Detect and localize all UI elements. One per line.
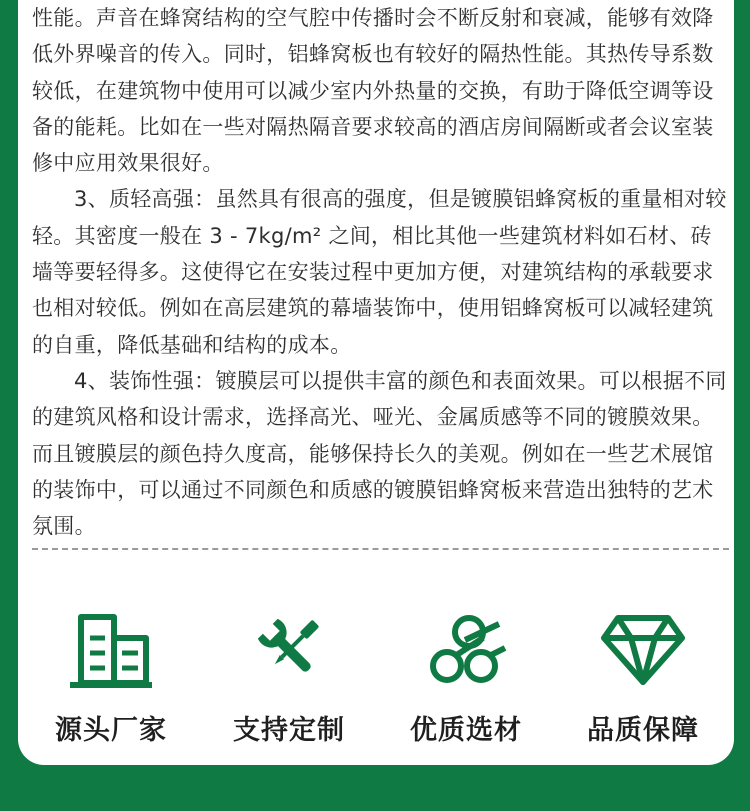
feature-source-factory (23, 608, 199, 758)
paragraph-light-strong: 3、质轻高强：虽然具有很高的强度，但是镀膜铝蜂窝板的重量相对较轻。其密度一般在 3 - 7kg/m² 之间，相比其他一些建筑材料如石材、砖墙等要轻得多。这使得它在安装过程中更加方便，对建筑结构的承载要求也相对较低。例如在高层建筑的幕墙装饰中，使用铝蜂窝板可以减轻建筑的自重，降低基础和结构的成本。 (32, 187, 727, 357)
feature-quality-materials (378, 608, 554, 758)
diamond-icon (598, 608, 688, 688)
wrench-screwdriver-icon (244, 608, 334, 688)
feature-row (18, 608, 734, 758)
content-card (18, 0, 734, 765)
feature-customization (201, 608, 377, 758)
paragraph-sound-insulation: 性能。声音在蜂窝结构的空气腔中传播时会不断反射和衰减，能够有效降低外界噪音的传入。同时，铝蜂窝板也有较好的隔热性能。其热传导系数较低，在建筑物中使用可以减少室内外热量的交换，有助于降低空调等设备的能耗。比如在一些对隔热隔音要求较高的酒店房间隔断或者会议室装修中应用效果很好。 (32, 6, 714, 176)
feature-label: 源头厂家 (55, 715, 167, 746)
feature-quality-assurance (555, 608, 731, 758)
feature-label: 品质保障 (587, 715, 699, 746)
material-rods-icon (421, 608, 511, 688)
article-body (32, 0, 730, 544)
factory-building-icon (66, 608, 156, 688)
feature-label: 优质选材 (410, 715, 522, 746)
feature-label: 支持定制 (233, 715, 345, 746)
dashed-divider (32, 548, 729, 550)
paragraph-decorative: 4、装饰性强：镀膜层可以提供丰富的颜色和表面效果。可以根据不同的建筑风格和设计需求，选择高光、哑光、金属质感等不同的镀膜效果。而且镀膜层的颜色持久度高，能够保持长久的美观。例如在一些艺术展馆的装饰中，可以通过不同颜色和质感的镀膜铝蜂窝板来营造出独特的艺术氛围。 (32, 368, 727, 539)
